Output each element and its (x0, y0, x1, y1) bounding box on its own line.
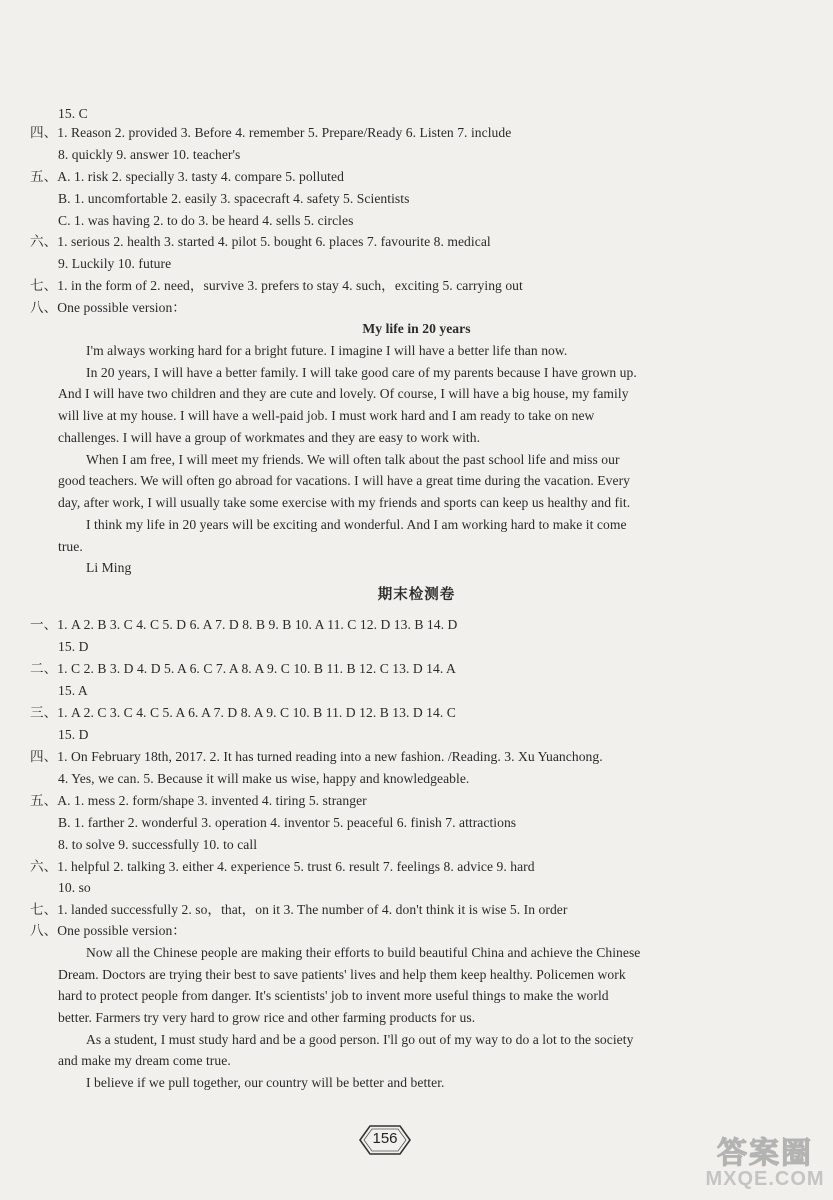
answer-line: 4. Yes, we can. 5. Because it will make us wise, happy and knowledgeable. (58, 771, 470, 786)
answer-line: I believe if we pull together, our country will be better and better. (86, 1075, 445, 1090)
answer-line: B. 1. farther 2. wonderful 3. operation 4. inventor 5. peaceful 6. finish 7. attractions (58, 815, 517, 830)
answer-line: 七、1. landed successfully 2. so，that，on it 3. The number of 4. don't think it is wise 5. In order (30, 902, 568, 917)
answer-line: 八、One possible version： (30, 923, 186, 938)
page-number: 156 (372, 1130, 398, 1147)
answer-line: 一、1. A 2. B 3. C 4. C 5. D 6. A 7. D 8. B 9. B 10. A 11. C 12. D 13. B 14. D (30, 617, 458, 632)
answer-line: day, after work, I will usually take some exercise with my friends and sports can keep us healthy and fit. (58, 495, 631, 510)
answer-line: I think my life in 20 years will be exciting and wonderful. And I am working hard to make it come (86, 517, 627, 532)
answer-line: 9. Luckily 10. future (58, 256, 172, 271)
answer-line: better. Farmers try very hard to grow rice and other farming products for us. (58, 1010, 476, 1025)
answer-line: 15. D (58, 727, 89, 742)
answer-line: 八、One possible version： (30, 300, 186, 315)
answer-line: And I will have two children and they are cute and lovely. Of course, I will have a big house, my family (58, 386, 629, 401)
answer-line: 五、A. 1. risk 2. specially 3. tasty 4. compare 5. polluted (30, 169, 344, 184)
answer-line: and make my dream come true. (58, 1053, 231, 1068)
watermark-line2: MXQE.COM (705, 1168, 825, 1190)
answer-line: 15. C (58, 106, 88, 121)
answer-line: 七、1. in the form of 2. need，survive 3. prefers to stay 4. such，exciting 5. carrying out (30, 278, 523, 293)
answer-line: 15. A (58, 683, 88, 698)
answer-line: 五、A. 1. mess 2. form/shape 3. invented 4. tiring 5. stranger (30, 793, 367, 808)
answer-line: Li Ming (86, 560, 132, 575)
answer-line: When I am free, I will meet my friends. We will often talk about the past school life and miss our (86, 452, 620, 467)
answer-line: 8. to solve 9. successfully 10. to call (58, 837, 258, 852)
answer-line: My life in 20 years (362, 321, 471, 336)
answer-line: hard to protect people from danger. It's scientists' job to invent more useful things to make the world (58, 988, 609, 1003)
page-number-badge (356, 1121, 414, 1159)
answer-line: In 20 years, I will have a better family. I will take good care of my parents because I have grown up. (86, 365, 637, 380)
answer-line: 8. quickly 9. answer 10. teacher's (58, 147, 241, 162)
answer-line: 期末检测卷 (377, 587, 456, 603)
answer-line: will live at my house. I will have a well-paid job. I must work hard and I am ready to take on new (58, 408, 595, 423)
answer-line: I'm always working hard for a bright future. I imagine I will have a better life than now. (86, 343, 568, 358)
answer-line: B. 1. uncomfortable 2. easily 3. spacecraft 4. safety 5. Scientists (58, 191, 410, 206)
answer-line: Now all the Chinese people are making their efforts to build beautiful China and achieve the Chinese (86, 945, 641, 960)
answer-line: 三、1. A 2. C 3. C 4. C 5. A 6. A 7. D 8. A 9. C 10. B 11. D 12. B 13. D 14. C (30, 705, 456, 720)
answer-line: C. 1. was having 2. to do 3. be heard 4. sells 5. circles (58, 213, 354, 228)
answer-line: true. (58, 539, 83, 554)
answer-line: 六、1. serious 2. health 3. started 4. pilot 5. bought 6. places 7. favourite 8. medical (30, 234, 491, 249)
answer-line: 15. D (58, 639, 89, 654)
answer-line: As a student, I must study hard and be a good person. I'll go out of my way to do a lot to the society (86, 1032, 634, 1047)
answer-line: 四、1. On February 18th, 2017. 2. It has turned reading into a new fashion. /Reading. 3. Xu Yuanchong. (30, 749, 603, 764)
answer-line: 六、1. helpful 2. talking 3. either 4. experience 5. trust 6. result 7. feelings 8. advice 9. hard (30, 859, 535, 874)
answer-line: Dream. Doctors are trying their best to save patients' lives and help them keep healthy. Policemen work (58, 967, 626, 982)
watermark-line1: 答案圈 (717, 1136, 813, 1171)
answer-line: 10. so (58, 880, 91, 895)
watermark-logo (700, 1128, 830, 1198)
answer-line: good teachers. We will often go abroad for vacations. I will have a great time during the vacation. Every (58, 473, 630, 488)
answer-line: challenges. I will have a group of workmates and they are easy to work with. (58, 430, 481, 445)
answer-line: 四、1. Reason 2. provided 3. Before 4. remember 5. Prepare/Ready 6. Listen 7. include (30, 125, 512, 140)
answer-line: 二、1. C 2. B 3. D 4. D 5. A 6. C 7. A 8. A 9. C 10. B 11. B 12. C 13. D 14. A (30, 661, 456, 676)
